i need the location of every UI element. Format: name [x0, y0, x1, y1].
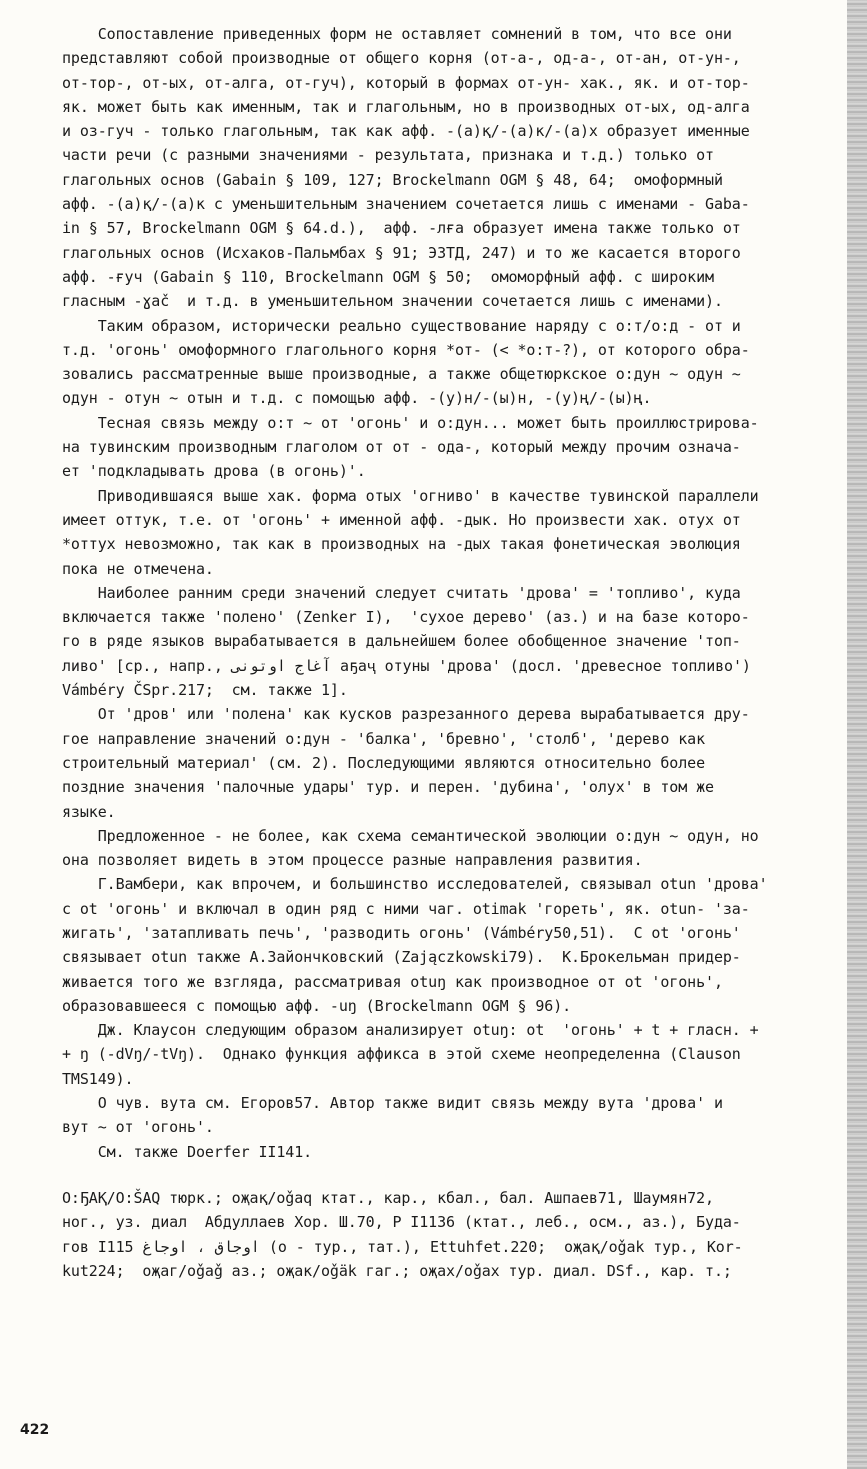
- text-line: глагольных основ (Исхаков-Пальмбах § 91; ЭЗТД, 247) и то же касается второго: [62, 243, 741, 262]
- text-line: вут ~ от 'огонь'.: [62, 1118, 214, 1137]
- text-line: ног., уз. диал Абдуллаев Хор. Ш.70, Р I1136 (ктат., леб., осм., аз.), Буда-: [62, 1213, 741, 1232]
- page-text: [62, 22, 847, 1283]
- text-line: связывает otun также А.Зайончковский (Zajączkowski79). К.Брокельман придер-: [62, 948, 741, 967]
- text-line: гов I115 اوجاق ، اوجاغ (о - тур., тат.), Ettuhfet.220; оҗақ/oǧak тур., Kor-: [62, 1237, 743, 1256]
- text-line: гласным -ɣač и т.д. в уменьшительном значении сочетается лишь с именами).: [62, 292, 723, 311]
- text-line: ет 'подкладывать дрова (в огонь)'.: [62, 462, 366, 481]
- scan-edge-shadow: [847, 0, 867, 1469]
- text-line: Г.Вамбери, как впрочем, и большинство исследователей, связывал otun 'дрова': [62, 875, 768, 894]
- text-line: Сопоставление приведенных форм не оставляет сомнений в том, что все они: [62, 25, 732, 43]
- text-line: Предложенное - не более, как схема семантической эволюции о:дун ~ одун, но: [62, 826, 759, 845]
- text-line: O:ҔAҚ/O:ŠAQ тюрк.; оҗақ/oǧaq ктат., кар., кбал., бал. Ашпаев71, Шаумян72,: [62, 1188, 714, 1207]
- text-line: Дж. Клаусон следующим образом анализирует otuŋ: ot 'огонь' + t + гласн. +: [62, 1021, 759, 1040]
- text-line: TMS149).: [62, 1069, 134, 1088]
- text-line: жигать', 'затапливать печь', 'разводить огонь' (Vámbéry50,51). С ot 'огонь': [62, 923, 741, 942]
- text-line: ливо' [ср., напр., آغاج اوتونی аҕаҷ отуны 'дрова' (досл. 'древесное топливо'): [62, 656, 751, 675]
- text-line: Тесная связь между о:т ~ от 'огонь' и о:дун... может быть проиллюстрирова-: [62, 413, 759, 432]
- text-line: она позволяет видеть в этом процессе разные направления развития.: [62, 851, 643, 870]
- text-line: О чув. вута см. Егоров57. Автор также видит связь между вута 'дрова' и: [62, 1094, 723, 1113]
- text-line: пока не отмечена.: [62, 559, 214, 578]
- page-number: 422: [20, 1422, 50, 1438]
- text-line: т.д. 'огонь' омоформного глагольного корня *от- (< *о:т-?), от которого обра-: [62, 340, 750, 359]
- text-line: го в ряде языков вырабатывается в дальнейшем более обобщенное значение 'топ-: [62, 632, 741, 651]
- text-line: [62, 1164, 847, 1186]
- text-line: строительный материал' (см. 2). Последующими являются относительно более: [62, 753, 706, 772]
- text-line: зовались рассматренные выше производные, а также общетюркское о:дун ~ одун ~: [62, 365, 741, 384]
- text-line: Приводившаяся выше хак. форма отых 'огниво' в качестве тувинской параллели: [62, 486, 759, 505]
- text-line: и оз-гуч - только глагольным, так как афф. -(а)қ/-(а)к/-(а)х образует именные: [62, 122, 750, 141]
- text-line: афф. -(а)қ/-(а)к с уменьшительным значением сочетается лишь с именами - Gaba-: [62, 195, 750, 214]
- text-line: гое направление значений о:дун - 'балка', 'бревно', 'столб', 'дерево как: [62, 729, 706, 748]
- text-line: См. также Doerfer II141.: [62, 1142, 313, 1161]
- text-line: поздние значения 'палочные удары' тур. и перен. 'дубина', 'олух' в том же: [62, 778, 714, 797]
- text-line: От 'дров' или 'полена' как кусков разрезанного дерева вырабатывается дру-: [62, 705, 750, 724]
- text-line: + ŋ (-dVŋ/-tVŋ). Однако функция аффикса в этой схеме неопределенна (Clauson: [62, 1045, 741, 1064]
- text-line: Таким образом, исторически реально существование наряду с о:т/о:д - от и: [62, 316, 741, 335]
- text-line: части речи (с разными значениями - результата, признака и т.д.) только от: [62, 146, 714, 165]
- text-line: живается того же взгляда, рассматривая otuŋ как производное от ot 'огонь',: [62, 972, 723, 991]
- text-line: образовавшееся с помощью афф. -uŋ (Brockelmann OGM § 96).: [62, 996, 572, 1015]
- text-line: одун - отун ~ отын и т.д. с помощью афф. -(у)н/-(ы)н, -(у)ң/-(ы)ң.: [62, 389, 652, 408]
- text-line: включается также 'полено' (Zenker I), 'сухое дерево' (аз.) и на базе которо-: [62, 608, 750, 627]
- text-line: Vámbéry ČSpr.217; см. также 1].: [62, 681, 348, 700]
- text-line: имеет оттук, т.е. от 'огонь' + именной афф. -дык. Но произвести хак. отух от: [62, 510, 741, 529]
- text-line: от-тор-, от-ых, от-алга, от-гуч), который в формах от-ун- хак., як. и от-тор-: [62, 73, 750, 92]
- text-line: kut224; оҗаг/oǧaǧ аз.; оҗак/oǧäk гаг.; оҗах/oǧax тур. диал. DSf., кар. т.;: [62, 1261, 732, 1280]
- text-line: афф. -ғуч (Gabain § 110, Brockelmann OGM § 50; омоморфный афф. с широким: [62, 267, 714, 286]
- text-line: с ot 'огонь' и включал в один ряд с ними чаг. otimak 'гореть', як. otun- 'за-: [62, 899, 750, 918]
- text-line: языке.: [62, 802, 116, 821]
- text-line: in § 57, Brockelmann OGM § 64.d.), афф. -лға образует имена также только от: [62, 219, 741, 238]
- text-line: представляют собой производные от общего корня (от-а-, од-а-, от-ан, от-ун-,: [62, 49, 741, 68]
- text-line: глагольных основ (Gabain § 109, 127; Brockelmann OGM § 48, 64; омоформный: [62, 170, 723, 189]
- text-line: Наиболее ранним среди значений следует считать 'дрова' = 'топливо', куда: [62, 583, 741, 602]
- text-line: як. может быть как именным, так и глагольным, но в производных от-ых, од-алга: [62, 97, 750, 116]
- text-line: *оттух невозможно, так как в производных на -дых такая фонетическая эволюция: [62, 535, 741, 554]
- text-line: на тувинским производным глаголом от от - ода-, который между прочим означа-: [62, 438, 741, 457]
